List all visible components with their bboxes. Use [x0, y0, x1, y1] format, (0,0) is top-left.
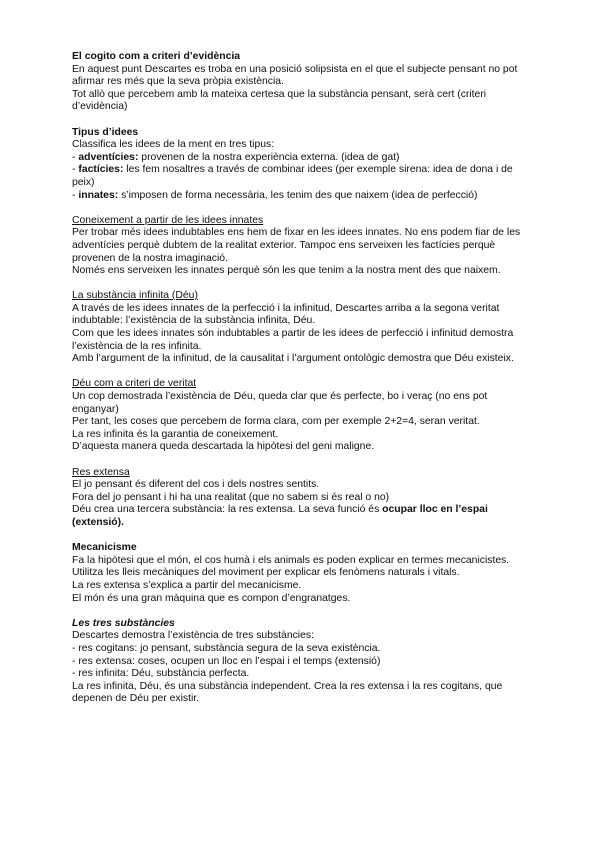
section-title: Res extensa	[72, 466, 130, 478]
section-title: Tipus d’idees	[72, 126, 139, 138]
paragraph: Només ens serveixen les innates perquè són les que tenim a la nostra ment des que naixem.	[72, 265, 501, 277]
section-title: Mecanicisme	[72, 542, 137, 554]
paragraph-text: Déu crea una tercera substància: la res extensa. La seva funció és	[72, 504, 383, 516]
term-label: factícies:	[78, 164, 124, 176]
section-deu-veritat	[72, 378, 532, 454]
paragraph: Amb l’argument de la infinitud, de la causalitat i l’argument ontològic demostra que Déu existeix.	[72, 353, 514, 365]
list-item: - res infinita: Déu, substància perfecta.	[72, 668, 250, 680]
section-title: Coneixement a partir de les idees innates	[72, 214, 264, 226]
paragraph: Com que les idees innates són indubtables a partir de les idees de perfecció i infinitud demostra l’existència de la res infinita.	[72, 328, 514, 352]
paragraph: Classifica les idees de la ment en tres tipus:	[72, 139, 275, 151]
paragraph: Per trobar més idees indubtables ens hem de fixar en les idees innates. No ens podem fiar de les adventícies perquè dubtem de la realitat exterior. Tampoc ens serveixen les factícies perquè provenen de la nostra imaginació.	[72, 227, 521, 264]
section-cogito	[72, 51, 532, 114]
list-item	[72, 152, 532, 165]
paragraph: Un cop demostrada l’existència de Déu, queda clar que és perfecte, bo i veraç (no ens pot enganyar)	[72, 391, 488, 415]
section-mecanicisme	[72, 542, 532, 605]
list-item: - res extensa: coses, ocupen un lloc en l’espai i el temps (extensió)	[72, 655, 381, 667]
paragraph: La res infinita és la garantia de coneixement.	[72, 428, 279, 440]
list-dash: -	[72, 151, 79, 163]
section-substancia-infinita	[72, 290, 532, 366]
paragraph: Tot allò que percebem amb la mateixa certesa que la substància pensant, serà cert (criteri d’evidència)	[72, 88, 487, 113]
paragraph: Descartes demostra l’existència de tres substàncies:	[72, 630, 314, 642]
section-tres-substancies	[72, 618, 532, 706]
list-dash: -	[72, 164, 79, 176]
paragraph: Per tant, les coses que percebem de forma clara, com per exemple 2+2=4, seran veritat.	[72, 416, 480, 428]
section-title: La substància infinita (Déu)	[72, 290, 198, 302]
paragraph: En aquest punt Descartes es troba en una posició solipsista en el que el subjecte pensant no pot afirmar res més que la seva pròpia existència.	[72, 63, 518, 88]
list-item: - res cogitans: jo pensant, substància segura de la seva existència.	[72, 642, 381, 654]
paragraph	[72, 504, 532, 529]
paragraph: A través de les idees innates de la perfecció i la infinitud, Descartes arriba a la segona veritat indubtable: l’existència de la substància infinita, Déu.	[72, 302, 500, 327]
term-text: s’imposen de forma necessària, les tenim des que naixem (idea de perfecció)	[118, 189, 478, 201]
paragraph: D’aquesta manera queda descartada la hipòtesi del geni maligne.	[72, 441, 375, 453]
paragraph: El jo pensant és diferent del cos i dels nostres sentits.	[72, 479, 320, 491]
paragraph: Fa la hipòtesi que el món, el cos humà i els animals es poden explicar en termes mecanicistes.	[72, 554, 510, 566]
list-item	[72, 164, 532, 189]
list-item	[72, 190, 532, 203]
term-label: adventícies:	[78, 151, 139, 163]
section-title: Les tres substàncies	[72, 617, 175, 629]
document-page	[72, 51, 532, 718]
section-title: El cogito com a criteri d’evidència	[72, 51, 241, 62]
paragraph: La res extensa s’explica a partir del mecanicisme.	[72, 579, 302, 591]
paragraph: Fora del jo pensant i hi ha una realitat (que no sabem si és real o no)	[72, 491, 390, 503]
section-title: Déu com a criteri de veritat	[72, 378, 197, 390]
emphasis-text: ocupar lloc en l’espai (extensió).	[72, 504, 488, 528]
paragraph: El món és una gran màquina que es compon d’engranatges.	[72, 592, 351, 604]
term-text: les fem nosaltres a través de combinar idees (per exemple sirena: idea de dona i de peix)	[72, 164, 513, 188]
section-res-extensa	[72, 467, 532, 530]
paragraph: La res infinita, Déu, és una substància independent. Crea la res extensa i la res cogitans, que depenen de Déu per existir.	[72, 680, 503, 705]
term-text: provenen de la nostra experiència externa. (idea de gat)	[138, 151, 400, 163]
paragraph: Utilitza les lleis mecàniques del moviment per explicar els fenòmens naturals i vitals.	[72, 567, 460, 579]
section-tipus-idees	[72, 127, 532, 203]
list-dash: -	[72, 189, 79, 201]
term-label: innates:	[78, 189, 119, 201]
section-coneixement	[72, 215, 532, 278]
